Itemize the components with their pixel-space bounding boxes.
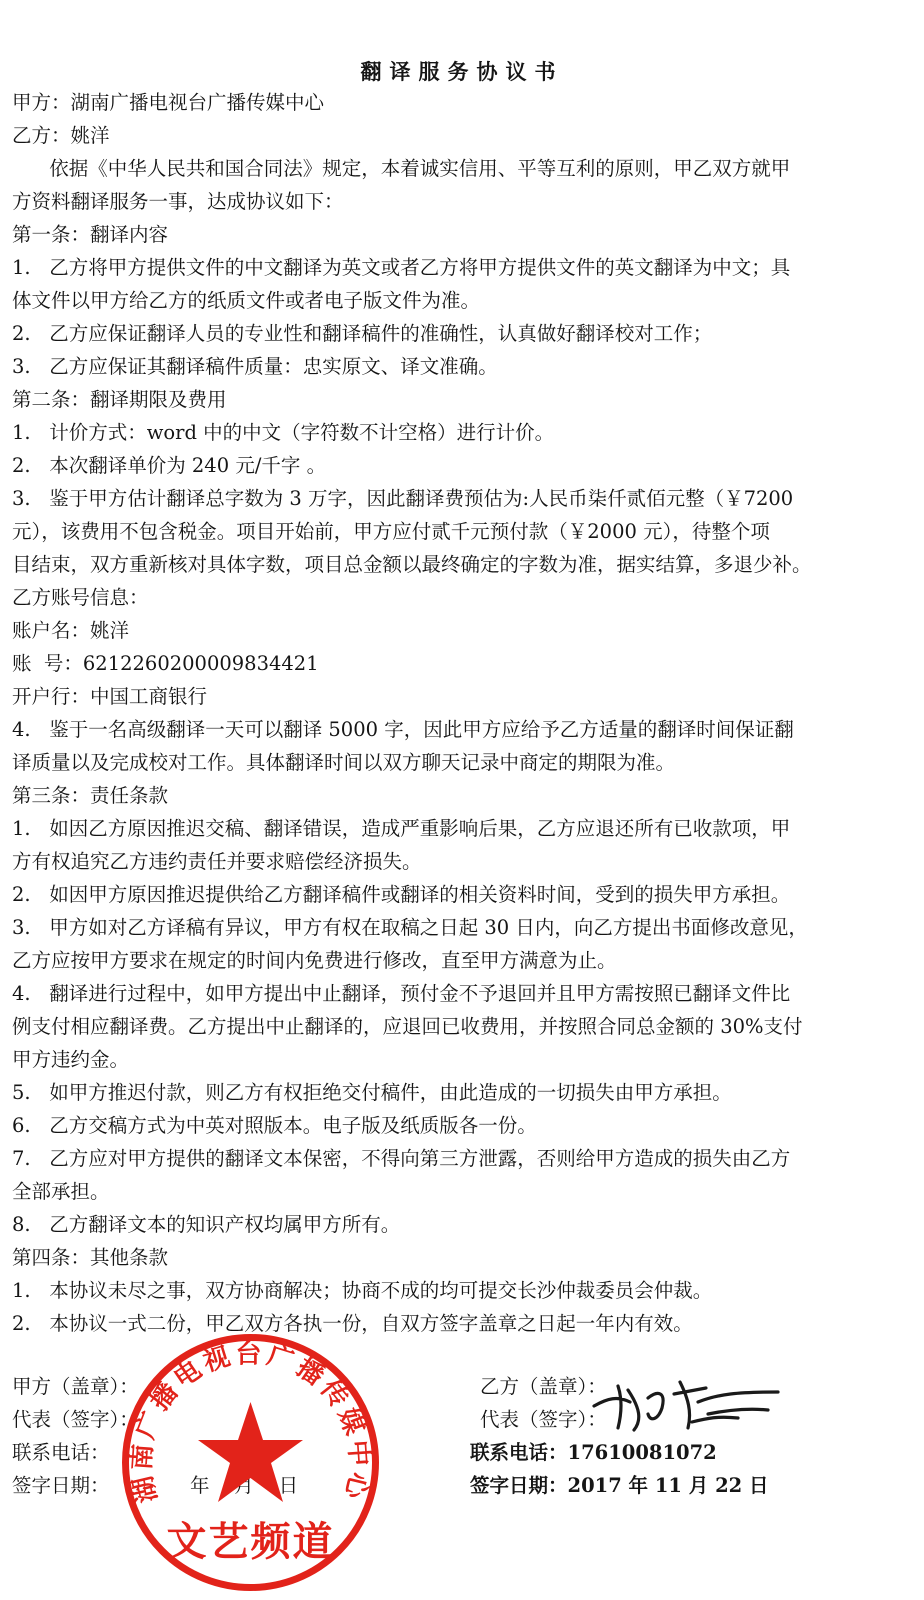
article-3-line: 1. 如因乙方原因推迟交稿、翻译错误，造成严重影响后果，乙方应退还所有已收款项，甲: [12, 817, 791, 840]
article-2-line: 3. 鉴于甲方估计翻译总字数为 3 万字，因此翻译费预估为:人民币柒仟贰佰元整（￥7200: [12, 487, 794, 510]
article-2-line: 4. 鉴于一名高级翻译一天可以翻译 5000 字，因此甲方应给予乙方适量的翻译时间保证翻: [12, 718, 794, 741]
article-3-line: 6. 乙方交稿方式为中英对照版本。电子版及纸质版各一份。: [12, 1114, 537, 1137]
document-title: 翻译服务协议书: [360, 60, 564, 84]
seal-outer-text: 湖南广播电视台广播传媒中心: [126, 1339, 375, 1506]
article-2-line: 译质量以及完成校对工作。具体翻译时间以双方聊天记录中商定的期限为准。: [12, 751, 676, 774]
article-3-heading: 第三条：责任条款: [12, 784, 169, 807]
article-2-line: 目结束，双方重新核对具体字数，项目总金额以最终确定的字数为准，据实结算，多退少补。: [12, 553, 812, 576]
article-3-line: 甲方违约金。: [12, 1048, 130, 1071]
article-3-line: 7. 乙方应对甲方提供的翻译文本保密，不得向第三方泄露，否则给甲方造成的损失由乙方: [12, 1147, 791, 1170]
account-name: 账户名：姚洋: [12, 619, 130, 642]
article-4-heading: 第四条：其他条款: [12, 1246, 169, 1269]
seal-star-icon: [198, 1402, 303, 1502]
party-a-line: 甲方：湖南广播电视台广播传媒中心: [12, 91, 325, 114]
article-3-line: 乙方应按甲方要求在规定的时间内免费进行修改，直至甲方满意为止。: [12, 949, 617, 972]
party-b-phone: 联系电话：17610081072: [470, 1441, 717, 1464]
article-3-line: 例支付相应翻译费。乙方提出中止翻译的，应退回已收费用，并按照合同总金额的 30%支付: [12, 1015, 803, 1038]
article-3-line: 8. 乙方翻译文本的知识产权均属甲方所有。: [12, 1213, 401, 1236]
party-a-date-value: 年 月 日: [190, 1474, 299, 1497]
account-number: 账 号：6212260200009834421: [12, 652, 319, 675]
article-3-line: 全部承担。: [12, 1180, 110, 1203]
article-1-line: 2. 乙方应保证翻译人员的专业性和翻译稿件的准确性，认真做好翻译校对工作；: [12, 322, 713, 345]
article-1-line: 体文件以甲方给乙方的纸质文件或者电子版文件为准。: [12, 289, 481, 312]
handwritten-signature: [588, 1368, 788, 1438]
seal-inner-text: 文艺频道: [166, 1518, 335, 1565]
account-bank: 开户行：中国工商银行: [12, 685, 208, 708]
party-a-phone-label: 联系电话：: [12, 1441, 110, 1464]
article-4-line: 1. 本协议未尽之事，双方协商解决；协商不成的均可提交长沙仲裁委员会仲裁。: [12, 1279, 713, 1302]
intro-line: 依据《中华人民共和国合同法》规定，本着诚实信用、平等互利的原则，甲乙双方就甲: [12, 157, 791, 180]
party-b-seal-label: 乙方（盖章）：: [480, 1375, 607, 1398]
party-a-representative-label: 代表（签字）：: [12, 1408, 139, 1431]
article-2-line: 元），该费用不包含税金。项目开始前，甲方应付贰千元预付款（￥2000 元），待整个项: [12, 520, 770, 543]
company-seal-stamp: [118, 1330, 383, 1595]
article-1-line: 3. 乙方应保证其翻译稿件质量：忠实原文、译文准确。: [12, 355, 498, 378]
intro-line: 方资料翻译服务一事，达成协议如下：: [12, 190, 344, 213]
article-2-line: 1. 计价方式：word 中的中文（字符数不计空格）进行计价。: [12, 421, 555, 444]
article-3-line: 方有权追究乙方违约责任并要求赔偿经济损失。: [12, 850, 422, 873]
article-4-line: 2. 本协议一式二份，甲乙双方各执一份，自双方签字盖章之日起一年内有效。: [12, 1312, 693, 1335]
article-1-heading: 第一条：翻译内容: [12, 223, 169, 246]
account-info-label: 乙方账号信息：: [12, 586, 149, 609]
article-1-line: 1. 乙方将甲方提供文件的中文翻译为英文或者乙方将甲方提供文件的英文翻译为中文；具: [12, 256, 791, 279]
party-b-date: 签字日期：2017 年 11 月 22 日: [470, 1474, 769, 1497]
article-2-line: 2. 本次翻译单价为 240 元/千字 。: [12, 454, 327, 477]
article-3-line: 3. 甲方如对乙方译稿有异议，甲方有权在取稿之日起 30 日内，向乙方提出书面修改意见，: [12, 916, 808, 939]
article-2-heading: 第二条：翻译期限及费用: [12, 388, 227, 411]
article-3-line: 4. 翻译进行过程中，如甲方提出中止翻译，预付金不予退回并且甲方需按照已翻译文件比: [12, 982, 791, 1005]
article-3-line: 5. 如甲方推迟付款，则乙方有权拒绝交付稿件，由此造成的一切损失由甲方承担。: [12, 1081, 732, 1104]
party-b-line: 乙方：姚洋: [12, 124, 110, 147]
article-3-line: 2. 如因甲方原因推迟提供给乙方翻译稿件或翻译的相关资料时间，受到的损失甲方承担。: [12, 883, 791, 906]
party-b-representative-label: 代表（签字）：: [480, 1408, 607, 1431]
party-a-date-label: 签字日期：: [12, 1474, 110, 1497]
party-a-seal-label: 甲方（盖章）：: [12, 1375, 139, 1398]
